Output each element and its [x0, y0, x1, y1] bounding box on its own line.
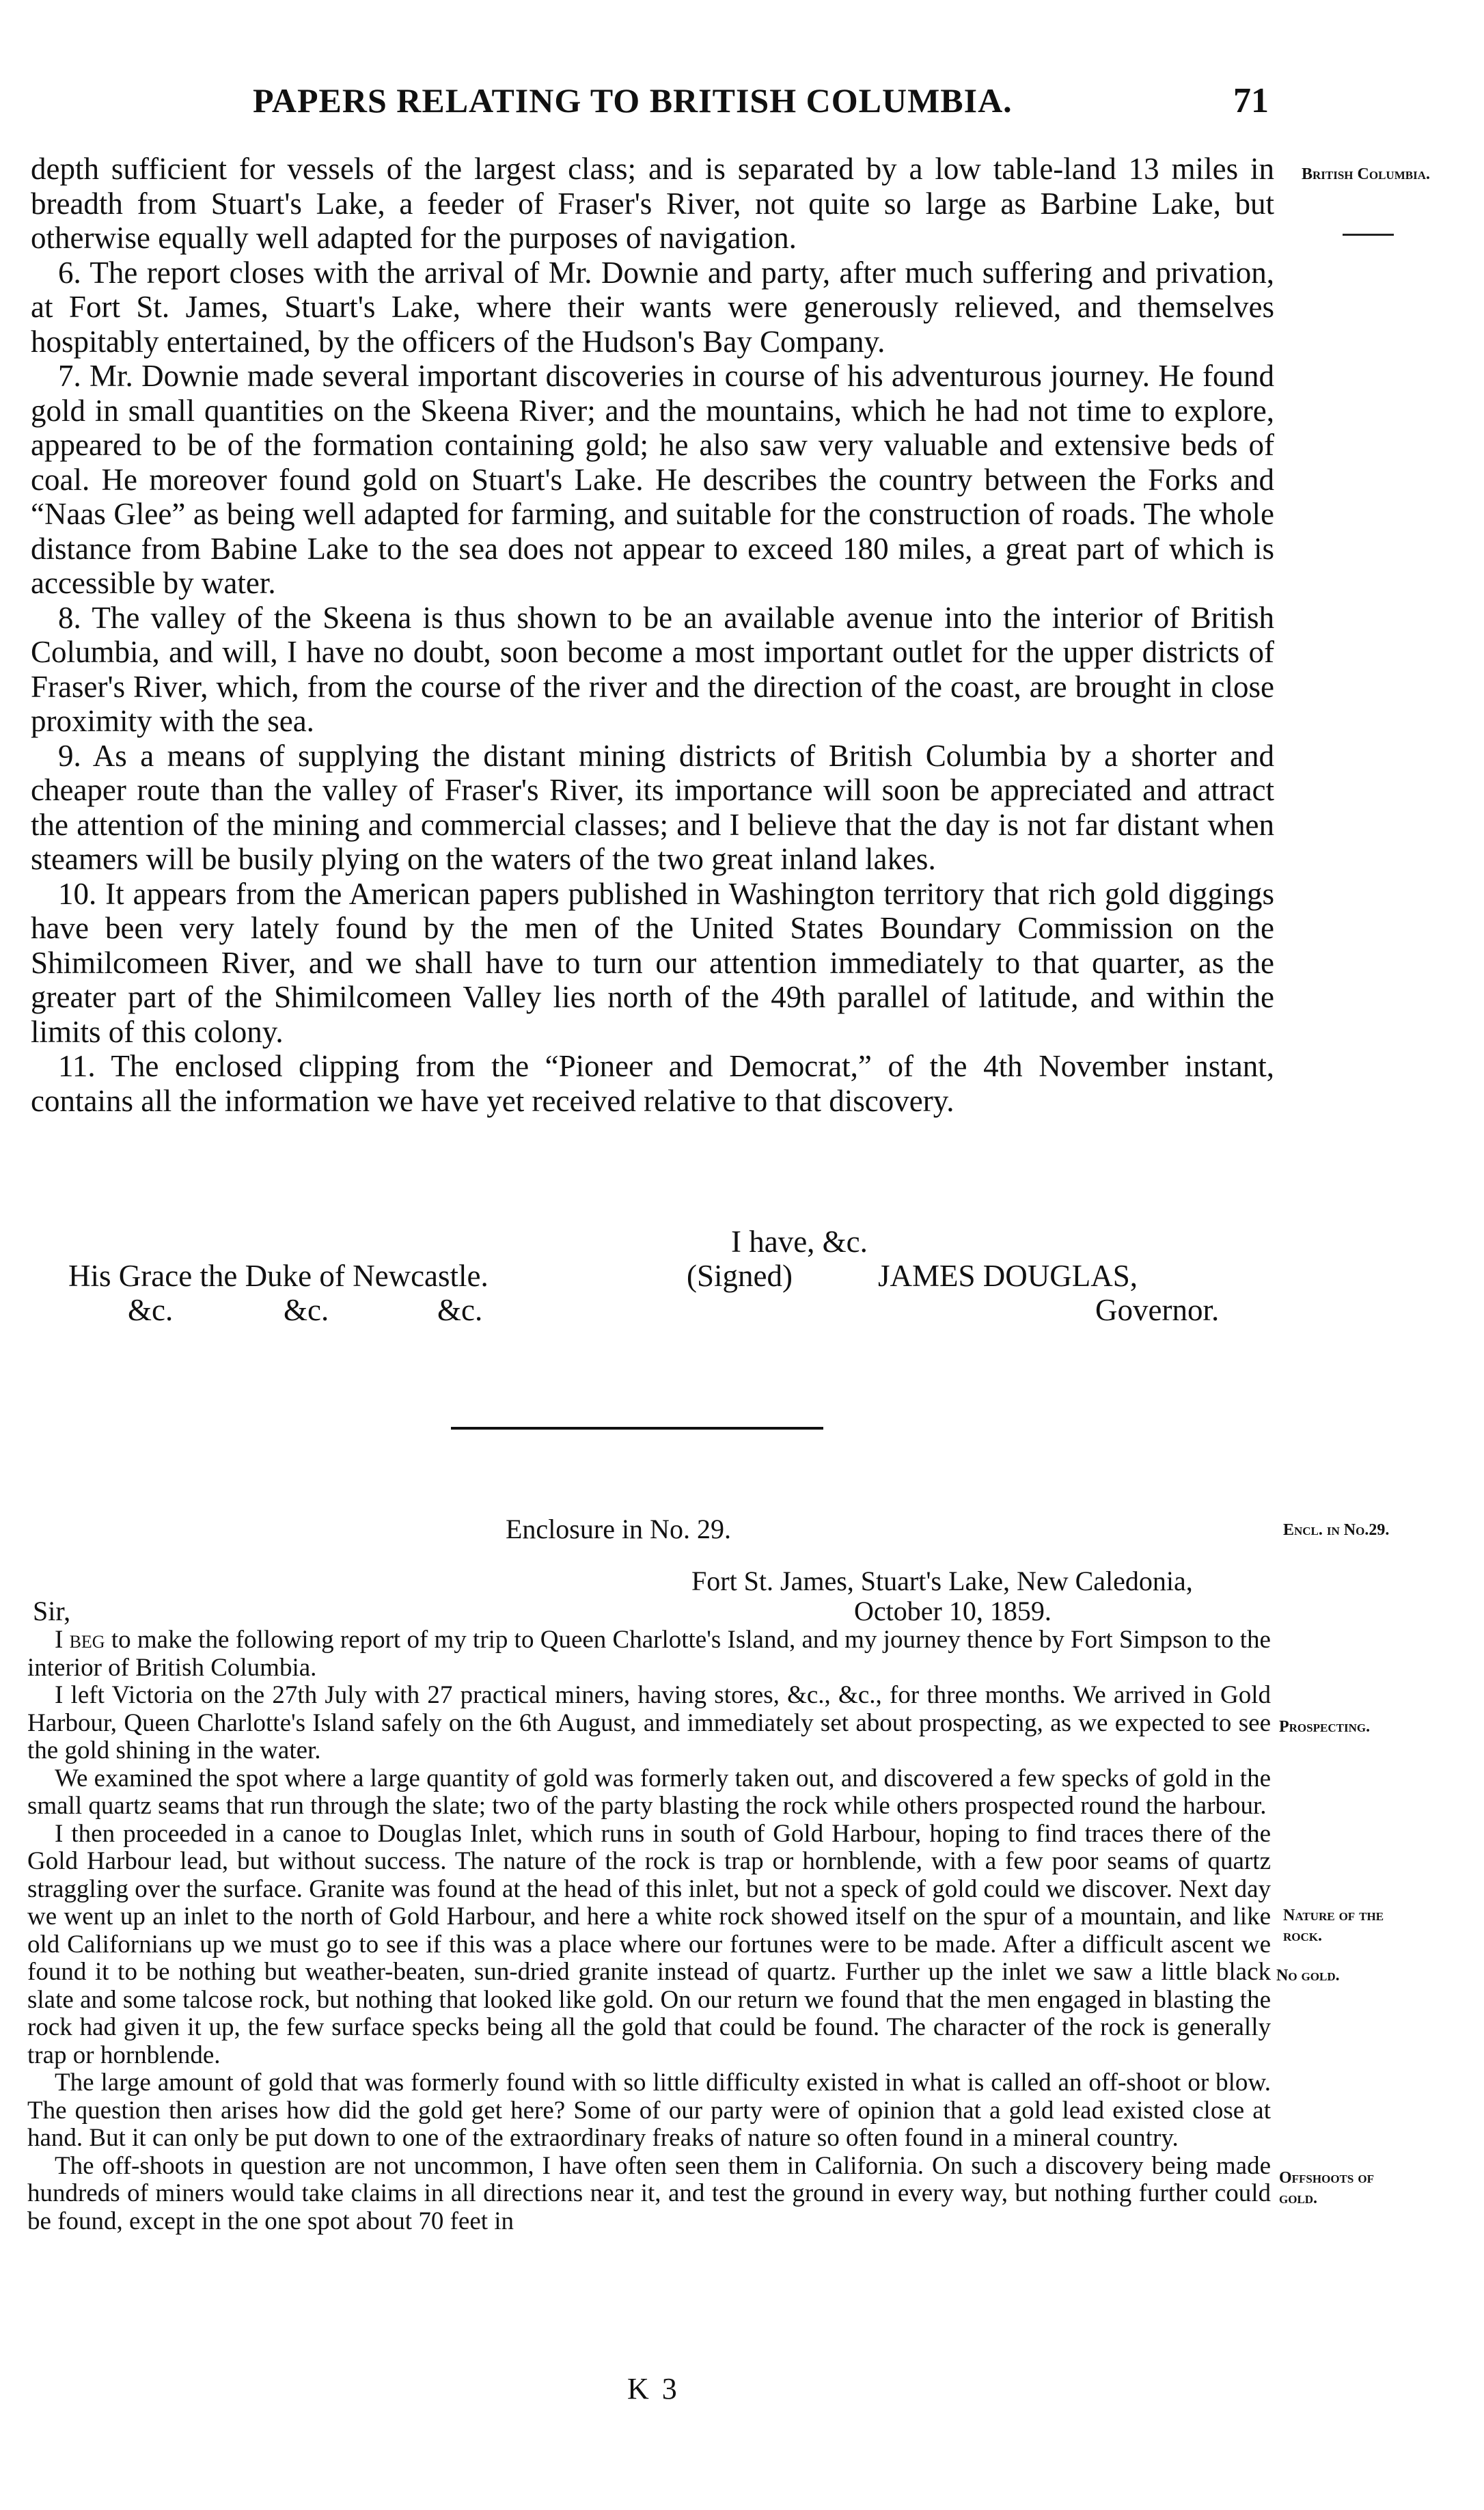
opening-caps: I beg	[55, 1626, 105, 1654]
addressee: His Grace the Duke of Newcastle.	[68, 1259, 489, 1293]
page-number: 71	[1233, 81, 1269, 120]
despatch-paragraph: 6. The report closes with the arrival of Mr. Downie and party, after much suffering and privation, at Fort St. James, Stuart's Lake, where their wants were generously relieved, and themselves hospitably entertained, by the officers of the Hudson's Bay Company.	[31, 255, 1274, 359]
etc-1: &c.	[128, 1293, 174, 1327]
etc-2: &c.	[284, 1293, 329, 1327]
despatch-paragraph: 8. The valley of the Skeena is thus shown to be an available avenue into the interior of British Columbia, and will, I have no doubt, soon become a most important outlet for the upper districts of Fraser's River, which, from the course of the river and the direction of the coast, are brought in close proximity with the sea.	[31, 600, 1274, 738]
etc-3: &c.	[437, 1293, 483, 1327]
enclosure-body	[27, 1626, 1271, 2235]
letter-paragraph-text: to make the following report of my trip to Queen Charlotte's Island, and my journey thence by Fort Simpson to the interior of British Columbia.	[27, 1626, 1271, 1682]
margin-note-encl: Encl. in No.29.	[1283, 1521, 1390, 1539]
enclosure-date: October 10, 1859.	[854, 1596, 1052, 1626]
margin-note-no-gold: No gold.	[1276, 1967, 1340, 1984]
enclosure-salutation: Sir,	[33, 1596, 71, 1626]
section-divider	[451, 1427, 823, 1430]
enclosure-heading: Enclosure in No. 29.	[506, 1514, 731, 1544]
letter-paragraph: We examined the spot where a large quantity of gold was formerly taken out, and discovered a few specks of gold in the small quartz seams that run through the slate; two of the party blasting the rock while others prospected round the harbour.	[27, 1764, 1271, 1820]
margin-note-offshoots: Offshoots of gold.	[1279, 2169, 1374, 2207]
margin-rule	[1343, 234, 1394, 236]
running-title: PAPERS RELATING TO BRITISH COLUMBIA.	[253, 81, 1013, 120]
despatch-paragraph: 9. As a means of supplying the distant mining districts of British Columbia by a shorter and cheaper route than the valley of Fraser's River, its importance will soon be appreciated and attract the attention of the mining and commercial classes; and I believe that the day is not far distant when steamers will be busily plying on the waters of the two great inland lakes.	[31, 738, 1274, 876]
letter-paragraph: The off-shoots in question are not uncommon, I have often seen them in California. On such a discovery being made hundreds of miners would take claims in all directions near it, and test the ground in every way, but nothing further could be found, except in the one spot about 70 feet in	[27, 2151, 1271, 2235]
letter-paragraph: The large amount of gold that was formerly found with so little difficulty existed in what is called an off-shoot or blow. The question then arises how did the gold get here? Some of our party were of opinion that a gold lead existed close at hand. But it can only be put down to one of the extraordinary freaks of nature so often found in a mineral country.	[27, 2069, 1271, 2152]
letter-paragraph	[27, 1626, 1271, 1682]
despatch-closing	[31, 1225, 1274, 1327]
signed-label: (Signed)	[687, 1259, 793, 1293]
despatch-paragraph: 10. It appears from the American papers published in Washington territory that rich gold diggings have been very lately found by the men of the United States Boundary Commission on the Shimilcomeen River, and we shall have to turn our attention immediately to that quarter, as the greater part of the Shimilcomeen Valley lies north of the 49th parallel of latitude, and within the limits of this colony.	[31, 876, 1274, 1049]
letter-paragraph: I left Victoria on the 27th July with 27 practical miners, having stores, &c., &c., for three months. We arrived in Gold Harbour, Queen Charlotte's Island safely on the 6th August, and immediately set about prospecting, as we expected to see the gold shining in the water.	[27, 1681, 1271, 1764]
margin-note-prospecting: Prospecting.	[1279, 1718, 1371, 1736]
margin-note-british-columbia: British Columbia.	[1302, 165, 1430, 183]
despatch-paragraph: depth sufficient for vessels of the largest class; and is separated by a low table-land 13 miles in breadth from Stuart's Lake, a feeder of Fraser's River, not quite so large as Barbine Lake, but otherwise equally well adapted for the purposes of navigation.	[31, 152, 1274, 255]
despatch-paragraph: 7. Mr. Downie made several important discoveries in course of his adventurous journey. He found gold in small quantities on the Skeena River; and the mountains, which he had not time to explore, appeared to be of the formation containing gold; he also saw very valuable and extensive beds of coal. He moreover found gold on Stuart's Lake. He describes the country between the Forks and “Naas Glee” as being well adapted for farming, and suitable for the construction of roads. The whole distance from Babine Lake to the sea does not appear to exceed 180 miles, a great part of which is accessible by water.	[31, 359, 1274, 600]
enclosure-place: Fort St. James, Stuart's Lake, New Caledonia,	[691, 1566, 1193, 1596]
letter-paragraph: I then proceeded in a canoe to Douglas Inlet, which runs in south of Gold Harbour, hoping to find traces there of the Gold Harbour lead, but without success. The nature of the rock is trap or hornblende, with a few poor seams of quartz straggling over the surface. Granite was found at the head of this inlet, but not a speck of gold could we discover. Next day we went up an inlet to the north of Gold Harbour, and here a white rock showed itself on the spur of a mountain, and like old Californians up we must go to see if this was a place where our fortunes were to be made. After a difficult ascent we found it to be nothing but weather-beaten, sun-dried granite instead of quartz. Further up the inlet we saw a little black slate and some talcose rock, but nothing that looked like gold. On our return we found that the men engaged in blasting the rock had given it up, the few surface specks being all the gold that could be found. The character of the rock is generally trap or hornblende.	[27, 1819, 1271, 2069]
despatch-paragraph: 11. The enclosed clipping from the “Pioneer and Democrat,” of the 4th November instant, contains all the information we have yet received relative to that discovery.	[31, 1049, 1274, 1118]
despatch-body	[31, 152, 1274, 1118]
margin-note-nature-of-rock: Nature of the rock.	[1283, 1907, 1384, 1945]
signature-mark: K 3	[627, 2372, 680, 2405]
closing-i-have: I have, &c.	[731, 1225, 868, 1259]
signer-name: JAMES DOUGLAS,	[878, 1259, 1138, 1293]
signer-title: Governor.	[1095, 1293, 1220, 1327]
